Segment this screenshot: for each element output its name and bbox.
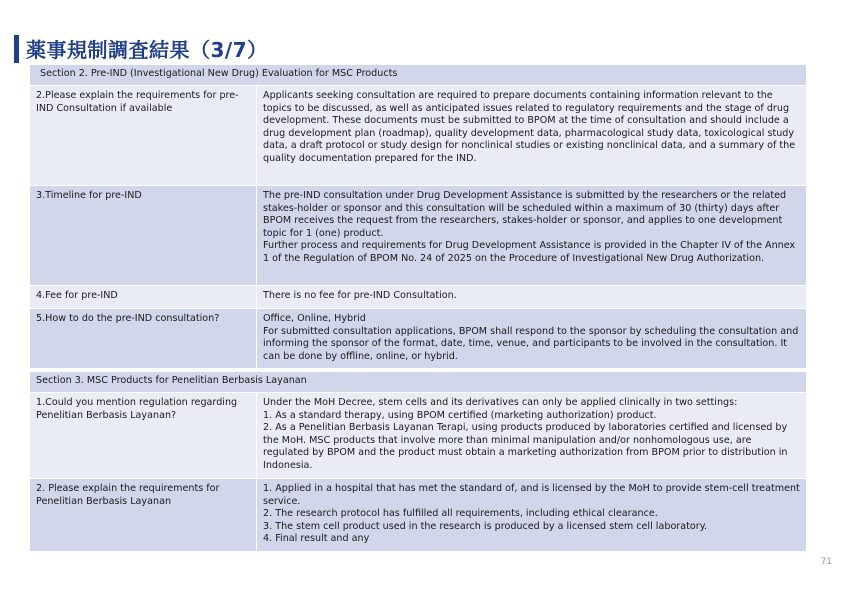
answer-line: There is no fee for pre-IND Consultation. (263, 290, 457, 301)
question-cell: 2. Please explain the requirements for Penelitian Berbasis Layanan (30, 479, 257, 552)
table-row (30, 309, 807, 369)
section2-header: Section 2. Pre-IND (Investigational New Drug) Evaluation for MSC Products (30, 65, 807, 86)
answer-line: Office, Online, Hybrid (263, 313, 366, 324)
table-row (30, 186, 807, 286)
answer-line: The pre-IND consultation under Drug Development Assistance is submitted by the researchers or the related stakes-holder or sponsor and this consultation will be scheduled within a maximum of 30 (thirty) days after BPOM receives the request from the researchers, stakes-holder or sponsor, and applies to one development topic for 1 (one) product. (263, 190, 787, 239)
answer-cell (257, 309, 807, 369)
answer-line: Applicants seeking consultation are required to prepare documents containing information relevant to the topics to be discussed, as well as anticipated issues related to regulatory requirements and the stage of drug development. These documents must be submitted to BPOM at the time of consultation and should include a drug development plan (roadmap), quality development data, pharmacological study data, toxicological study data, a draft protocol or study design for nonclinical studies or existing nonclinical data, and a summary of the quality documentation prepared for the IND. (263, 90, 796, 164)
table-row (30, 393, 807, 479)
question-cell: 2.Please explain the requirements for pre-IND Consultation if available (30, 86, 257, 186)
section3-table (29, 371, 807, 552)
question-cell: 3.Timeline for pre-IND (30, 186, 257, 286)
question-cell: 5.How to do the pre-IND consultation? (30, 309, 257, 369)
answer-cell (257, 86, 807, 186)
table-row (30, 86, 807, 186)
answer-line: 2. The research protocol has fulfilled all requirements, including ethical clearance. (263, 508, 658, 520)
question-cell: 4.Fee for pre-IND (30, 286, 257, 309)
answer-line: 1. As a standard therapy, using BPOM certified (marketing authorization) product. (263, 409, 657, 421)
table-row (30, 286, 807, 309)
page-title: 薬事規制調査結果（3/7） (26, 38, 268, 62)
page-number: 71 (820, 557, 832, 567)
answer-cell (257, 186, 807, 286)
answer-line: 1. Applied in a hospital that has met the standard of, and is licensed by the MoH to provide stem-cell treatment service. (263, 483, 800, 507)
answer-line: Further process and requirements for Drug Development Assistance is provided in the Chapter IV of the Annex 1 of the Regulation of BPOM No. 24 of 2025 on the Procedure of Investigational New Drug Authorization. (263, 240, 796, 264)
answer-line: Under the MoH Decree, stem cells and its derivatives can only be applied clinically in two settings: (263, 397, 738, 408)
section2-table (29, 64, 807, 369)
answer-line: 2. As a Penelitian Berbasis Layanan Terapi, using products produced by laboratories certified and licensed by the MoH. MSC products that involve more than minimal manipulation and/or nonhomologous use, are regulated by BPOM and the product must obtain a marketing authorization from BPOM prior to distribution in Indonesia. (263, 422, 788, 471)
answer-line: For submitted consultation applications, BPOM shall respond to the sponsor by scheduling the consultation and informing the sponsor of the format, date, time, venue, and participants to be involved in the consultation. It can be done by offline, online, or hybrid. (263, 325, 799, 362)
answer-cell (257, 393, 807, 479)
title-accent-bar (14, 35, 19, 63)
answer-cell (257, 479, 807, 552)
answer-cell (257, 286, 807, 309)
section3-header: Section 3. MSC Products for Penelitian Berbasis Layanan (30, 372, 807, 393)
table-row (30, 479, 807, 552)
question-cell: 1.Could you mention regulation regarding Penelitian Berbasis Layanan? (30, 393, 257, 479)
answer-line: 3. The stem cell product used in the research is produced by a licensed stem cell laboratory. (263, 520, 708, 532)
answer-line: 4. Final result and any (263, 533, 370, 545)
